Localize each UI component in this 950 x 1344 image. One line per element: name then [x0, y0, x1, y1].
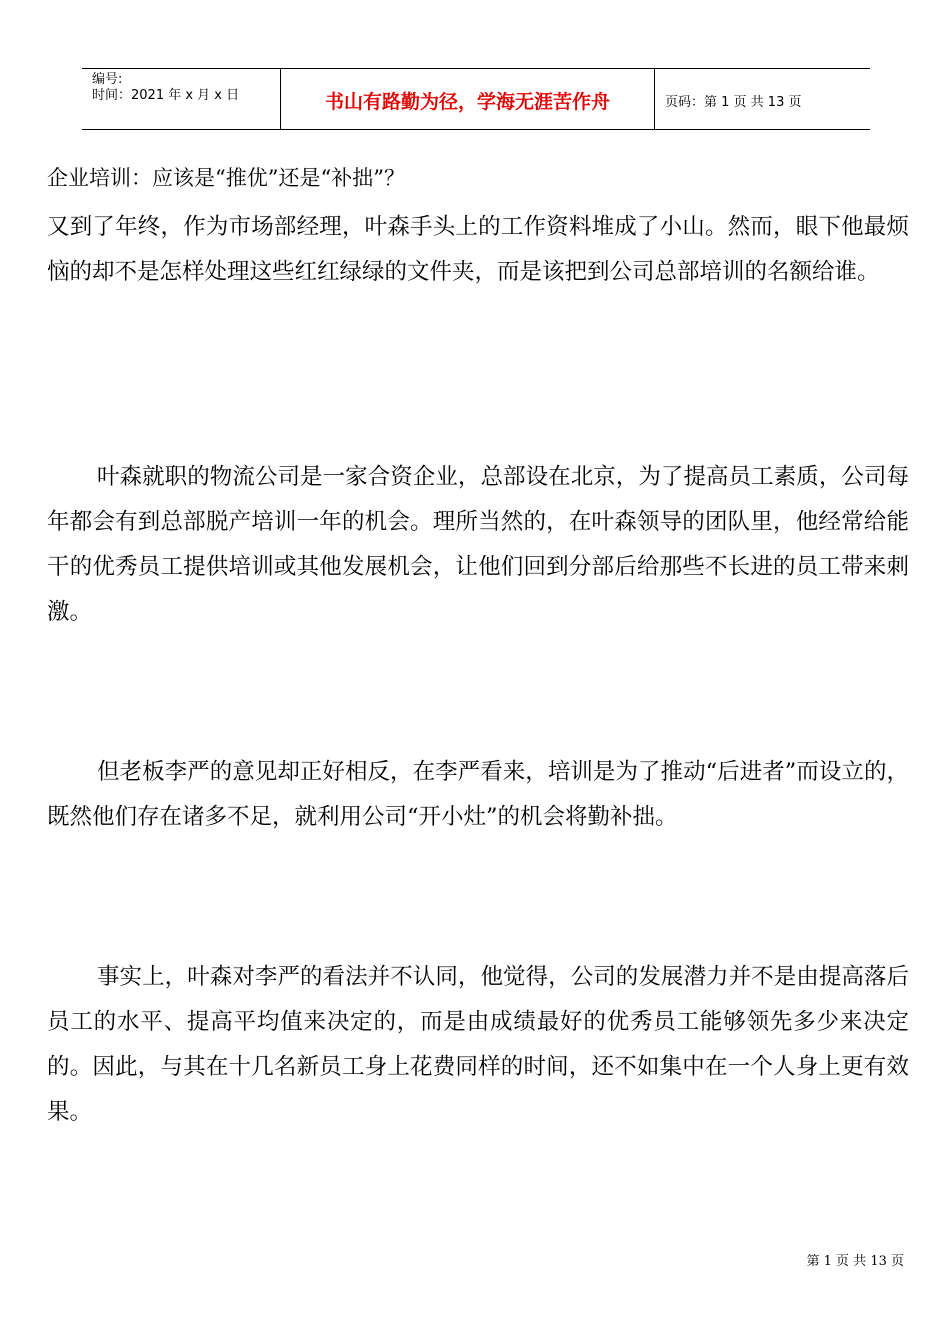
- paragraph-3: 但老板李严的意见却正好相反，在李严看来，培训是为了推动“后进者”而设立的，既然他们存在诸多不足，就利用公司“开小灶”的机会将勤补拙。: [47, 759, 909, 830]
- paragraph-2: 叶森就职的物流公司是一家合资企业，总部设在北京，为了提高员工素质，公司每年都会有到总部脱产培训一年的机会。理所当然的，在叶森领导的团队里，他经常给能干的优秀员工提供培训或其他发展机会，让他们回到分部后给那些不长进的员工带来刺激。: [47, 464, 909, 625]
- footer-page-info: 第 1 页 共 13 页: [806, 1254, 904, 1269]
- header-page-info: 页码：第 1 页 共 13 页: [665, 94, 802, 110]
- header-meta-cell: [82, 69, 281, 129]
- motto-text: 书山有路勤为径，学海无涯苦作舟: [324, 90, 610, 113]
- number-label: 编号:: [92, 72, 123, 87]
- paragraph-4: 事实上，叶森对李严的看法并不认同，他觉得，公司的发展潜力并不是由提高落后员工的水平、提高平均值来决定的，而是由成绩最好的优秀员工能够领先多少来决定的。因此，与其在十几名新员工身上花费同样的时间，还不如集中在一个人身上更有效果。: [47, 964, 909, 1125]
- motto-cell: [281, 69, 655, 129]
- document-title: 企业培训：应该是“推优”还是“补拙”？: [47, 166, 405, 190]
- header-table: [82, 68, 870, 130]
- time-label: 时间：2021 年 x 月 x 日: [92, 88, 240, 103]
- page-info-cell: [655, 69, 870, 129]
- paragraph-1: 又到了年终，作为市场部经理，叶森手头上的工作资料堆成了小山。然而，眼下他最烦恼的却不是怎样处理这些红红绿绿的文件夹，而是该把到公司总部培训的名额给谁。: [47, 214, 909, 285]
